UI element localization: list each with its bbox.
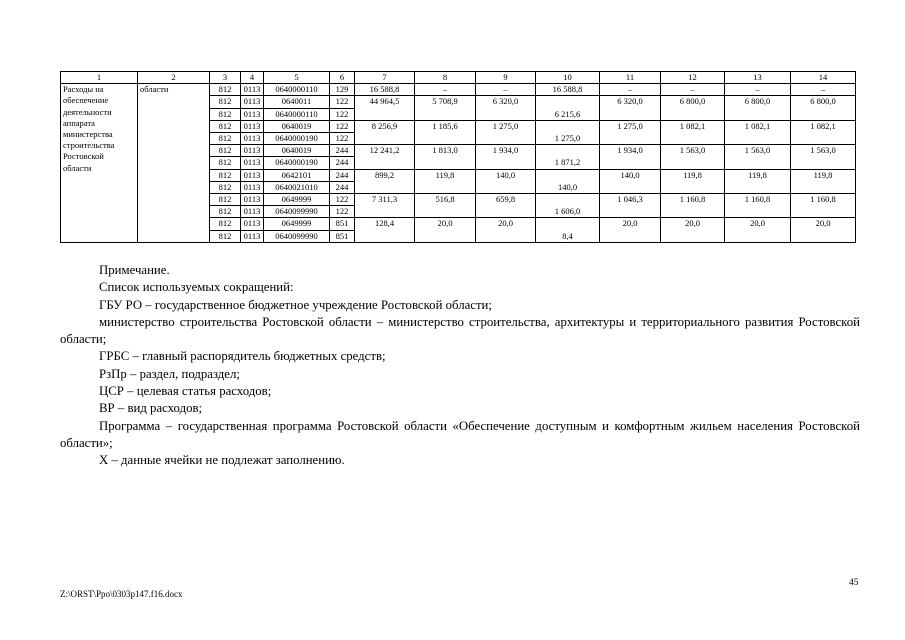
rzpr-cell: 0113 (241, 108, 264, 120)
value-cell-c11: – (600, 84, 661, 96)
value-cell-c10 (536, 169, 600, 193)
grbs-cell: 812 (210, 218, 241, 230)
value-cell-c13: 1 082,1 (725, 120, 791, 144)
vr-cell: 122 (330, 96, 355, 108)
header-cell: 11 (600, 72, 661, 84)
value-cell-c11: 140,0 (600, 169, 661, 193)
expense-name-line: аппарата (63, 117, 95, 128)
grbs-cell: 812 (210, 96, 241, 108)
rzpr-cell: 0113 (241, 96, 264, 108)
rzpr-cell: 0113 (241, 230, 264, 242)
value-cell-c14: – (791, 84, 856, 96)
vr-cell: 122 (330, 120, 355, 132)
value-cell-c13: 6 800,0 (725, 96, 791, 120)
value-cell-c8: – (415, 84, 476, 96)
table-row (61, 84, 856, 96)
value-c10-text: 1 275,0 (554, 133, 581, 144)
rzpr-cell: 0113 (241, 218, 264, 230)
csr-cell: 0640000110 (264, 108, 330, 120)
grbs-cell: 812 (210, 108, 241, 120)
rzpr-cell: 0113 (241, 145, 264, 157)
value-cell-c12: 1 082,1 (661, 120, 725, 144)
header-cell: 4 (241, 72, 264, 84)
value-cell-c14: 1 563,0 (791, 145, 856, 169)
value-cell-c8: 1 185,6 (415, 120, 476, 144)
grbs-cell: 812 (210, 84, 241, 96)
note-gbu: ГБУ РО – государственное бюджетное учреждение Ростовской области; (99, 297, 492, 312)
note-abbr-heading: Список используемых сокращений: (99, 280, 294, 295)
value-cell-c14: 1 160,8 (791, 194, 856, 218)
note-csr: ЦСР – целевая статья расходов; (99, 384, 272, 399)
value-cell-c13: 20,0 (725, 218, 791, 242)
rzpr-cell: 0113 (241, 206, 264, 218)
grbs-cell: 812 (210, 169, 241, 181)
value-cell-c14: 119,8 (791, 169, 856, 193)
grbs-cell: 812 (210, 194, 241, 206)
header-cell: 7 (355, 72, 415, 84)
value-cell-c9: 1 934,0 (476, 145, 536, 169)
grbs-cell: 812 (210, 157, 241, 169)
header-cell: 5 (264, 72, 330, 84)
grbs-cell: 812 (210, 230, 241, 242)
notes-section (60, 262, 860, 470)
csr-cell: 0640000190 (264, 133, 330, 145)
value-cell-c9: – (476, 84, 536, 96)
header-cell: 12 (661, 72, 725, 84)
vr-cell: 244 (330, 145, 355, 157)
file-path-footer: Z:\ORST\Ppo\0303p147.f16.docx (60, 589, 183, 599)
value-cell-c9: 1 275,0 (476, 120, 536, 144)
rzpr-cell: 0113 (241, 157, 264, 169)
csr-cell: 0640099990 (264, 206, 330, 218)
expense-name-line: Расходы на (63, 84, 104, 95)
header-cell: 1 (61, 72, 138, 84)
value-cell-c8: 1 813,0 (415, 145, 476, 169)
header-cell: 8 (415, 72, 476, 84)
value-cell-c12: – (661, 84, 725, 96)
expense-name-line: деятельности (63, 106, 112, 117)
value-cell-c8: 5 708,9 (415, 96, 476, 120)
value-cell-c7: 16 588,8 (355, 84, 415, 96)
csr-cell: 0640021010 (264, 181, 330, 193)
value-cell-c13: – (725, 84, 791, 96)
value-cell-c7: 7 311,3 (355, 194, 415, 218)
header-cell: 2 (138, 72, 210, 84)
rzpr-cell: 0113 (241, 181, 264, 193)
grbs-cell: 812 (210, 181, 241, 193)
csr-cell: 0640000190 (264, 157, 330, 169)
csr-cell: 0640011 (264, 96, 330, 108)
value-c10-text: 140,0 (557, 181, 578, 192)
value-cell-c12: 1 563,0 (661, 145, 725, 169)
rzpr-cell: 0113 (241, 84, 264, 96)
note-grbs: ГРБС – главный распорядитель бюджетных средств; (99, 349, 386, 364)
expense-name-line: области (63, 162, 92, 173)
note-program: Программа – государственная программа Ростовской области «Обеспечение доступным и комфортным жильем населения Ростовской области»; (60, 418, 860, 450)
value-cell-c11: 6 320,0 (600, 96, 661, 120)
value-cell-c11: 20,0 (600, 218, 661, 242)
value-cell-c9: 6 320,0 (476, 96, 536, 120)
value-c10-text: 8,4 (562, 230, 573, 241)
vr-cell: 851 (330, 218, 355, 230)
executor-cell: области (138, 84, 210, 243)
value-cell-c10 (536, 145, 600, 169)
header-cell: 6 (330, 72, 355, 84)
header-cell: 13 (725, 72, 791, 84)
header-cell: 14 (791, 72, 856, 84)
page-number: 45 (849, 578, 859, 588)
vr-cell: 122 (330, 206, 355, 218)
rzpr-cell: 0113 (241, 169, 264, 181)
value-cell-c10 (536, 96, 600, 120)
value-cell-c11: 1 046,3 (600, 194, 661, 218)
budget-table (60, 71, 856, 243)
value-cell-c8: 119,8 (415, 169, 476, 193)
value-cell-c8: 516,8 (415, 194, 476, 218)
grbs-cell: 812 (210, 120, 241, 132)
value-c10-text: 1 606,0 (554, 206, 581, 217)
value-cell-c10 (536, 194, 600, 218)
csr-cell: 0640019 (264, 120, 330, 132)
csr-cell: 0640000110 (264, 84, 330, 96)
value-cell-c12: 119,8 (661, 169, 725, 193)
header-row (61, 72, 856, 84)
expense-name-line: строительства (63, 140, 115, 151)
value-cell-c12: 20,0 (661, 218, 725, 242)
value-cell-c11: 1 275,0 (600, 120, 661, 144)
value-c10-text: 1 871,2 (554, 157, 581, 168)
csr-cell: 0649999 (264, 194, 330, 206)
note-title: Примечание. (99, 263, 170, 277)
value-cell-c13: 119,8 (725, 169, 791, 193)
value-cell-c9: 659,8 (476, 194, 536, 218)
rzpr-cell: 0113 (241, 194, 264, 206)
value-c10-text: 16 588,8 (552, 84, 583, 95)
grbs-cell: 812 (210, 206, 241, 218)
vr-cell: 122 (330, 133, 355, 145)
value-cell-c12: 1 160,8 (661, 194, 725, 218)
note-ministry: министерство строительства Ростовской области – министерство строительства, архитектуры и территориального развития Ростовской области; (60, 314, 860, 347)
csr-cell: 0642101 (264, 169, 330, 181)
value-cell-c9: 20,0 (476, 218, 536, 242)
value-cell-c7: 12 241,2 (355, 145, 415, 169)
value-cell-c14: 6 800,0 (791, 96, 856, 120)
vr-cell: 122 (330, 108, 355, 120)
note-x: Х – данные ячейки не подлежат заполнению. (99, 453, 345, 468)
expense-name-cell (61, 84, 138, 243)
expense-name-line: обеспечение (63, 95, 109, 106)
value-cell-c7: 8 256,9 (355, 120, 415, 144)
value-cell-c12: 6 800,0 (661, 96, 725, 120)
value-cell-c14: 1 082,1 (791, 120, 856, 144)
note-rzpr: РзПр – раздел, подраздел; (99, 366, 240, 381)
value-c10-text: 6 215,6 (554, 108, 581, 119)
grbs-cell: 812 (210, 133, 241, 145)
note-vr: ВР – вид расходов; (99, 401, 203, 416)
vr-cell: 851 (330, 230, 355, 242)
vr-cell: 244 (330, 157, 355, 169)
csr-cell: 0640019 (264, 145, 330, 157)
rzpr-cell: 0113 (241, 120, 264, 132)
vr-cell: 122 (330, 194, 355, 206)
vr-cell: 129 (330, 84, 355, 96)
expense-name-line: Ростовской (63, 151, 104, 162)
header-cell: 9 (476, 72, 536, 84)
value-cell-c10 (536, 84, 600, 96)
value-cell-c13: 1 563,0 (725, 145, 791, 169)
header-cell: 10 (536, 72, 600, 84)
vr-cell: 244 (330, 169, 355, 181)
header-cell: 3 (210, 72, 241, 84)
value-cell-c7: 44 964,5 (355, 96, 415, 120)
vr-cell: 244 (330, 181, 355, 193)
value-cell-c7: 899,2 (355, 169, 415, 193)
grbs-cell: 812 (210, 145, 241, 157)
value-cell-c10 (536, 120, 600, 144)
rzpr-cell: 0113 (241, 133, 264, 145)
value-cell-c11: 1 934,0 (600, 145, 661, 169)
csr-cell: 0649999 (264, 218, 330, 230)
value-cell-c9: 140,0 (476, 169, 536, 193)
value-cell-c13: 1 160,8 (725, 194, 791, 218)
expense-name-line: министерства (63, 129, 113, 140)
value-cell-c14: 20,0 (791, 218, 856, 242)
value-cell-c7: 128,4 (355, 218, 415, 242)
value-cell-c10 (536, 218, 600, 242)
csr-cell: 0640099990 (264, 230, 330, 242)
value-cell-c8: 20,0 (415, 218, 476, 242)
